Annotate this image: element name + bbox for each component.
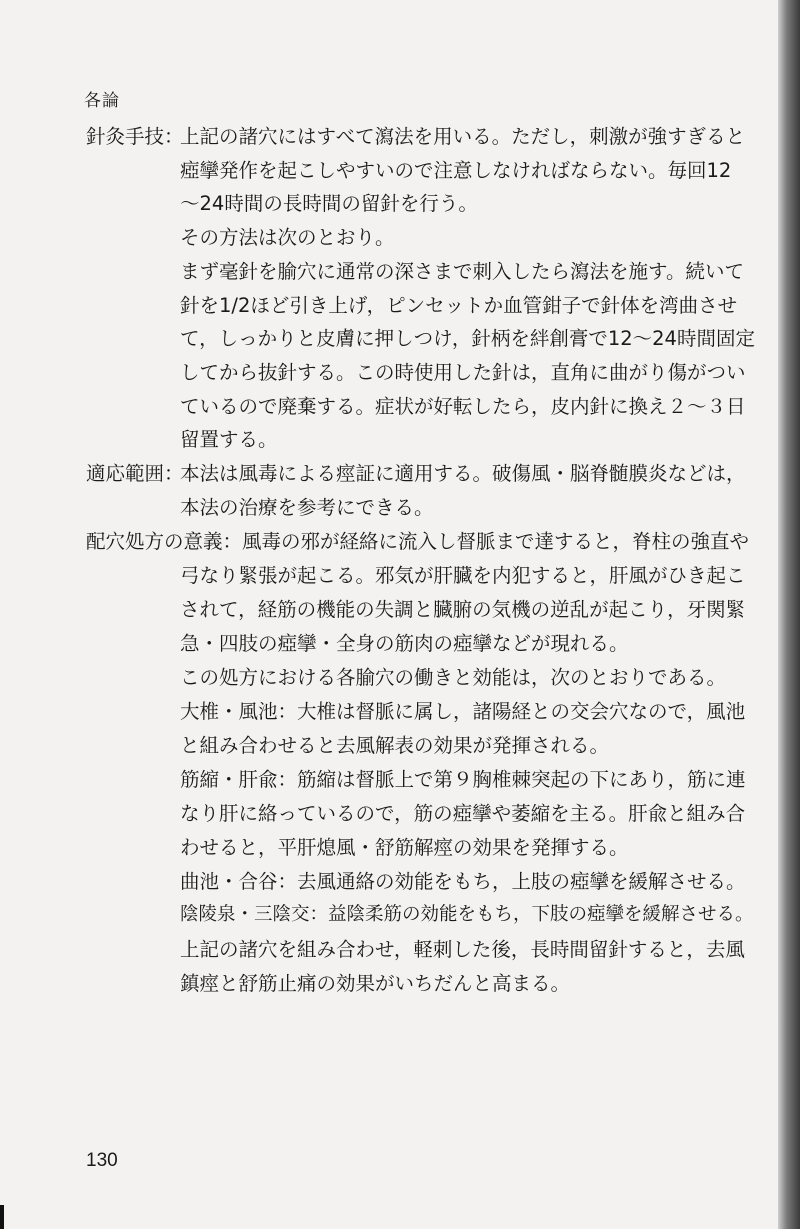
significance-line-12: 陰陵泉・三陰交：益陰柔筋の効能をもち，下肢の瘂攣を緩解させる。 [180,904,754,925]
indication-line-2: 本法の治療を参考にできる。 [180,496,434,519]
technique-line-4: その方法は次のとおり。 [180,226,395,249]
technique-line-6: 針を1/2ほど引き上げ，ピンセットか血管鉗子で針体を湾曲させ [180,294,738,317]
technique-line-1: 上記の諸穴にはすべて瀉法を用いる。ただし，刺激が強すぎると [180,125,746,148]
significance-line-4: 急・四肢の瘂攣・全身の筋肉の瘂攣などが現れる。 [180,632,629,655]
significance-line-7: と組み合わせると去風解表の効果が発揮される。 [180,734,610,757]
technique-line-7: て，しっかりと皮膚に押しつけ，針柄を絆創膏で12～24時間固定 [180,327,755,350]
significance-line-5: この処方における各腧穴の働きと効能は，次のとおりである。 [180,666,727,689]
section-label-significance: 配穴処方の意義： [86,530,243,553]
section-label-technique: 針灸手技： [86,125,184,148]
technique-line-3: ～24時間の長時間の留針を行う。 [180,192,478,215]
technique-line-5: まず毫針を腧穴に通常の深さまで刺入したら瀉法を施す。続いて [180,260,744,283]
page-number: 130 [86,1150,118,1171]
significance-line-2: 弓なり緊張が起こる。邪気が肝臓を内犯すると，肝風がひき起こ [180,564,746,587]
significance-line-13: 上記の諸穴を組み合わせ，軽刺した後，長時間留針すると，去風 [180,938,745,961]
page-edge-shadow [778,0,800,1229]
significance-line-6: 大椎・風池：大椎は督脈に属し，諸陽経との交会穴なので，風池 [180,700,746,723]
significance-line-14: 鎮痙と舒筋止痛の効果がいちだんと高まる。 [180,972,571,995]
section-label-indication: 適応範囲： [86,462,184,485]
significance-line-10: わせると，平肝熄風・舒筋解痙の効果を発揮する。 [180,836,629,859]
chapter-header: 各論 [84,91,120,111]
technique-line-2: 瘂攣発作を起こしやすいので注意しなければならない。毎回12 [180,159,732,182]
technique-line-8: してから抜針する。この時使用した針は，直角に曲がり傷がつい [180,361,746,384]
significance-line-8: 筋縮・肝兪：筋縮は督脈上で第９胸椎棘突起の下にあり，筋に連 [180,768,746,791]
significance-line-3: されて，経筋の機能の失調と臓腑の気機の逆乱が起こり，牙関緊 [180,598,746,621]
indication-line-1: 本法は風毒による痙証に適用する。破傷風・脳脊髄膜炎などは， [180,462,746,485]
significance-line-1: 風毒の邪が経絡に流入し督脈まで達すると，脊柱の強直や [242,530,750,553]
significance-line-11: 曲池・合谷：去風通絡の効能をもち，上肢の瘂攣を緩解させる。 [180,870,746,893]
technique-line-9: ているので廃棄する。症状が好転したら，皮内針に換え２～３日 [180,395,746,418]
significance-line-9: なり肝に絡っているので，筋の瘂攣や萎縮を主る。肝兪と組み合 [180,802,746,825]
technique-line-10: 留置する。 [180,428,278,451]
binding-edge [0,1205,4,1229]
